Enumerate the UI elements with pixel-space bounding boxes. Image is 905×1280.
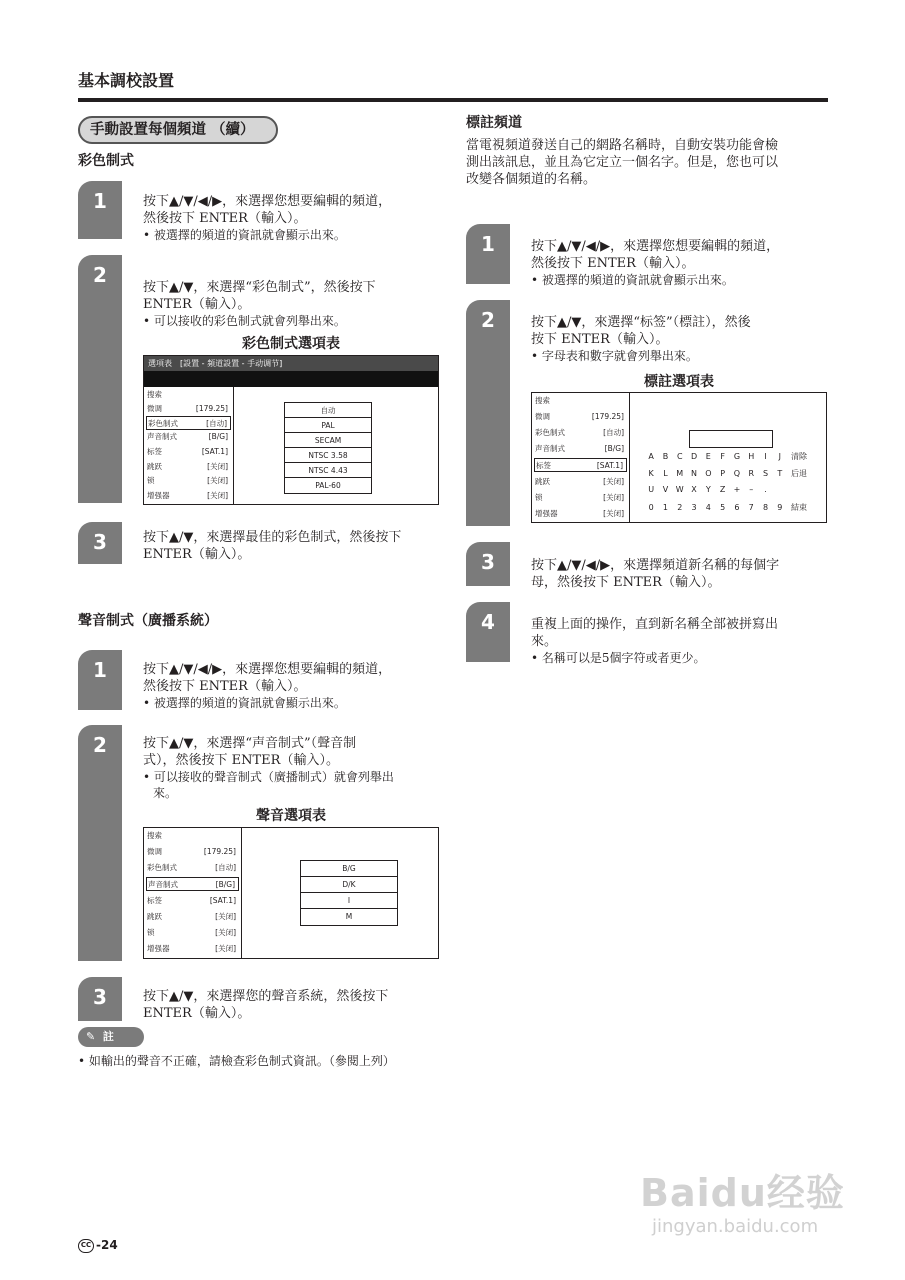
color-options-title: 彩色制式選項表: [242, 336, 340, 352]
option-item: I: [301, 893, 397, 909]
option-item: 自动: [285, 403, 371, 418]
menu-item: 微调 [179.25]: [147, 404, 228, 413]
header-divider: [78, 98, 828, 102]
char-row: 0 1 2 3 4 5 6 7 8 9 結束: [644, 502, 811, 513]
note-badge: ✎ 註: [78, 1027, 144, 1047]
label-menu: [531, 392, 827, 523]
step-text: 按下▲/▼，來選擇您的聲音系統，然後按下 ENTER（輸入）。: [143, 989, 389, 1021]
step-bullet: • 可以接收的聲音制式（廣播制式）就會列舉出 來。: [143, 770, 394, 800]
menu-item: 声音制式 [B/G]: [535, 444, 624, 453]
name-input-box: [689, 430, 773, 448]
sound-options-title: 聲音選項表: [256, 808, 326, 824]
sound-system-menu: [143, 827, 439, 959]
page-section-title: 基本調校設置: [78, 71, 175, 90]
note-text: • 如輸出的聲音不正確，請檢查彩色制式資訊。（參閱上列）: [78, 1054, 395, 1068]
step-text: 按下▲/▼，來選擇“彩色制式”，然後按下 ENTER（輸入）。: [143, 280, 376, 312]
step-bullet: • 被選擇的頻道的資訊就會顯示出來。: [143, 228, 346, 242]
menu-item-selected: 彩色制式 [自动]: [146, 416, 231, 430]
watermark-url: jingyan.baidu.com: [652, 1216, 819, 1237]
step-bullet: • 被選擇的頻道的資訊就會顯示出來。: [531, 273, 734, 287]
menu-item: 增强器 [关闭]: [147, 491, 228, 500]
menu-item: 搜索: [147, 831, 162, 840]
menu-item-selected: 声音制式 [B/G]: [146, 877, 239, 891]
option-item: PAL: [285, 418, 371, 433]
option-item: D/K: [301, 877, 397, 893]
step-text: 按下▲/▼，來選擇“标签”（標註），然後 按下 ENTER（輸入）。: [531, 315, 751, 347]
menu-item: 跳跃 [关闭]: [147, 462, 228, 471]
menu-item: 搜索: [535, 396, 550, 405]
option-item: PAL-60: [315, 481, 341, 490]
color-system-menu: [143, 355, 439, 505]
step-bullet: • 可以接收的彩色制式就會列舉出來。: [143, 314, 346, 328]
option-item: NTSC 4.43: [285, 463, 371, 478]
menu-header-band: [144, 371, 438, 387]
menu-item-list: [532, 393, 630, 522]
page-number: CC -24: [78, 1238, 118, 1253]
char-row: K L M N O P Q R S T 后退: [644, 468, 811, 479]
step-text: 按下▲/▼/◀/▶，來選擇您想要編輯的頻道， 然後按下 ENTER（輸入）。: [143, 194, 392, 226]
step-number: 4: [466, 602, 510, 662]
option-item: M: [345, 912, 353, 921]
sound-options-list: [300, 860, 398, 926]
step-text: 重複上面的操作，直到新名稱全部被拼寫出 來。: [531, 617, 779, 649]
step-number: 2: [78, 255, 122, 503]
step-number: 1: [466, 224, 510, 284]
step-number: 3: [466, 542, 510, 586]
menu-item: 增强器 [关闭]: [535, 509, 624, 518]
step-number: 1: [78, 650, 122, 710]
step-number: 1: [78, 181, 122, 239]
step-text: 按下▲/▼/◀/▶，來選擇您想要編輯的頻道， 然後按下 ENTER（輸入）。: [531, 239, 780, 271]
option-item: NTSC 3.58: [285, 448, 371, 463]
finish-action: 結束: [790, 503, 807, 512]
menu-item: 标签 [SAT.1]: [147, 896, 236, 905]
menu-item: 跳跃 [关闭]: [535, 477, 624, 486]
step-number: 2: [466, 300, 510, 526]
pencil-icon: ✎: [86, 1030, 96, 1043]
menu-item: 微调 [179.25]: [535, 412, 624, 421]
step-text: 按下▲/▼，來選擇“声音制式”（聲音制 式），然後按下 ENTER（輸入）。: [143, 736, 357, 768]
char-row: A B C D E F G H I J 清除: [644, 451, 811, 462]
color-system-heading: 彩色制式: [78, 153, 134, 169]
label-channel-heading: 標註頻道: [466, 115, 522, 131]
menu-item: 锁 [关闭]: [535, 493, 624, 502]
intro-paragraph: 當電視頻道發送自己的網路名稱時，自動安裝功能會檢 測出該訊息，並且為它定立一個名字。但是，您也可以 改變各個頻道的名稱。: [466, 138, 779, 187]
menu-item: 搜索: [147, 390, 162, 399]
menu-item: 跳跃 [关闭]: [147, 912, 236, 921]
menu-item: 彩色制式 [自动]: [147, 863, 236, 872]
menu-item-list: [144, 387, 234, 505]
menu-item: 锁 [关闭]: [147, 928, 236, 937]
option-item: B/G: [301, 861, 397, 877]
subsection-pill: 手動設置每個頻道 （續）: [78, 116, 278, 144]
menu-item: 彩色制式 [自动]: [535, 428, 624, 437]
step-bullet: • 名稱可以是5個字符或者更少。: [531, 651, 706, 665]
step-bullet: • 被選擇的頻道的資訊就會顯示出來。: [143, 696, 346, 710]
step-number: 3: [78, 522, 122, 564]
watermark-brand: Baidu经验: [640, 1171, 845, 1215]
step-text: 按下▲/▼/◀/▶，來選擇頻道新名稱的每個字 母，然後按下 ENTER（輸入）。: [531, 558, 780, 590]
step-text: 按下▲/▼/◀/▶，來選擇您想要編輯的頻道， 然後按下 ENTER（輸入）。: [143, 662, 392, 694]
sound-system-heading: 聲音制式（廣播系統）: [78, 613, 218, 629]
color-options-list: [284, 402, 372, 494]
label-options-title: 標註選項表: [644, 374, 714, 390]
baidu-watermark: [640, 1150, 850, 1250]
option-item: SECAM: [285, 433, 371, 448]
menu-item: 增强器 [关闭]: [147, 944, 236, 953]
menu-bar: 選項表 [設置 ‐ 頻道設置 ‐ 手动调节]: [144, 356, 438, 371]
step-bullet: • 字母表和數字就會列舉出來。: [531, 349, 698, 363]
cc-icon: CC: [78, 1239, 94, 1253]
menu-item: 标签 [SAT.1]: [147, 447, 228, 456]
char-row: U V W X Y Z + – .: [648, 485, 767, 494]
back-action: 后退: [790, 469, 807, 478]
step-number: 2: [78, 725, 122, 961]
menu-item: 微调 [179.25]: [147, 847, 236, 856]
menu-item: 声音制式 [B/G]: [147, 432, 228, 441]
step-number: 3: [78, 977, 122, 1021]
step-text: 按下▲/▼，來選擇最佳的彩色制式，然後按下 ENTER（輸入）。: [143, 530, 402, 562]
menu-item-selected: 标签 [SAT.1]: [534, 458, 627, 472]
menu-item: 锁 [关闭]: [147, 476, 228, 485]
menu-item-list: [144, 828, 242, 958]
clear-action: 清除: [790, 452, 807, 461]
